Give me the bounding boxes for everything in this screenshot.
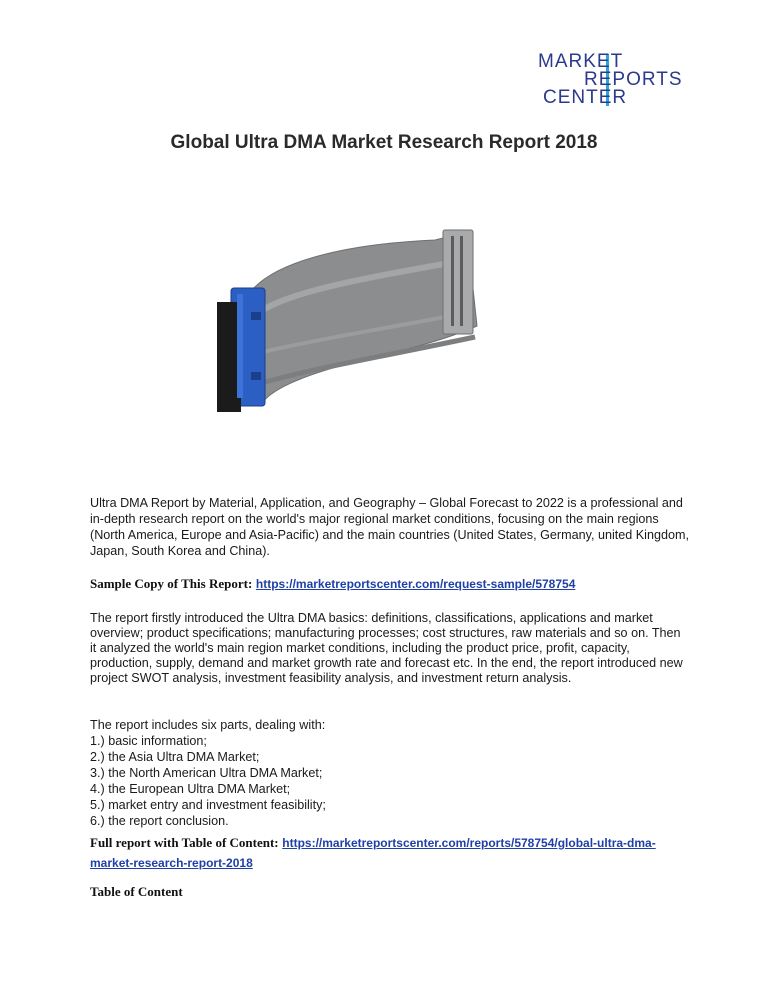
full-report-label: Full report with Table of Content: [90,835,279,850]
sample-label: Sample Copy of This Report: [90,576,253,591]
intro-paragraph: Ultra DMA Report by Material, Application, and Geography – Global Forecast to 2022 is a professional and in-depth research report on the world's major regional market conditions, focusing on the main regions (North America, Europe and Asia-Pacific) and the main countries (United States, Germany, united Kingdom, Japan, South Korea and China). [90,496,689,558]
parts-intro: The report includes six parts, dealing with: [90,718,326,732]
list-item: 2.) the Asia Ultra DMA Market; [90,750,260,764]
report-title: Global Ultra DMA Market Research Report 2018 [170,132,598,153]
list-item: 4.) the European Ultra DMA Market; [90,782,291,796]
toc-heading: Table of Content [90,884,183,899]
company-logo [538,51,683,110]
list-item: 1.) basic information; [90,734,207,748]
list-item: 5.) market entry and investment feasibility; [90,798,326,812]
sample-line [90,576,710,592]
list-item: 3.) the North American Ultra DMA Market; [90,766,323,780]
report-parts-list [90,717,326,829]
list-item: 6.) the report conclusion. [90,814,229,828]
full-report-link[interactable]: https://marketreportscenter.com/reports/578754/global-ultra-dma-market-research-report-2018 [90,836,656,870]
ribbon-cable-image [205,222,540,422]
logo-line-3: CENTER [543,87,628,108]
logo-line-2: REPORTS [584,69,683,90]
logo-line-1: MARKET [538,51,624,72]
full-report-line [90,833,690,873]
sample-link[interactable]: https://marketreportscenter.com/request-sample/578754 [255,577,576,591]
body-paragraph: The report firstly introduced the Ultra DMA basics: definitions, classifications, applications and market overview; product specifications; manufacturing processes; cost structures, raw materials and so on. Then it analyzed the world's main region market conditions, including the product price, profit, capacity, production, supply, demand and market growth rate and forecast etc. In the end, the report introduced new project SWOT analysis, investment feasibility analysis, and investment return analysis. [90,611,683,685]
